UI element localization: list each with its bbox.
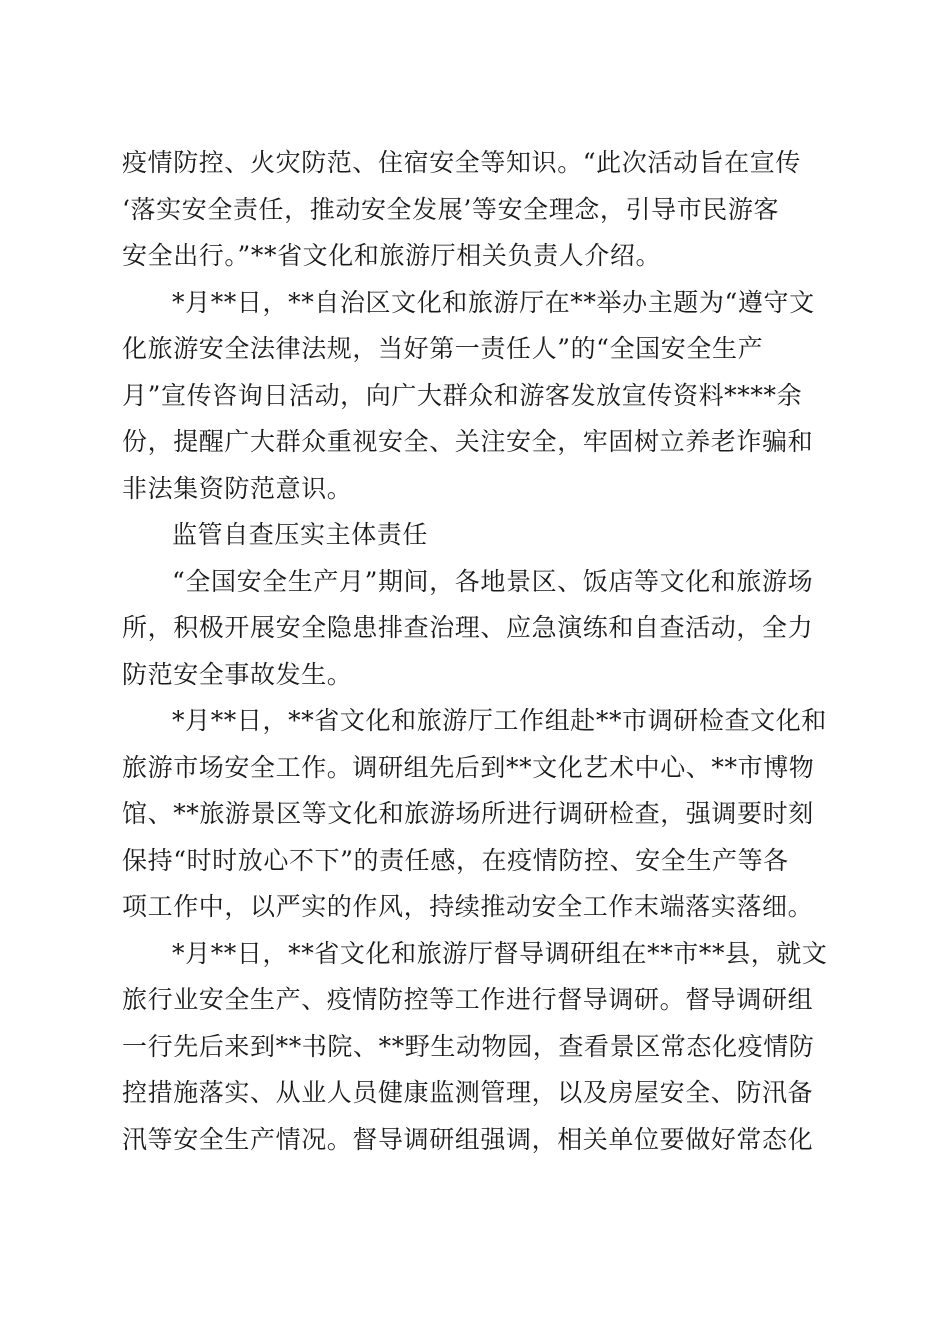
- paragraph-line: 非法集资防范意识。: [122, 473, 353, 503]
- paragraph-line: 馆、**旅游景区等文化和旅游场所进行调研检查，强调要时刻: [122, 799, 814, 828]
- paragraph-line: *月**日，**省文化和旅游厅督导调研组在**市**县，就文: [172, 938, 828, 968]
- section-heading-text: 监管自查压实主体责任: [172, 520, 429, 549]
- paragraph-line: 防范安全事故发生。: [122, 659, 353, 689]
- paragraph-line: “全国安全生产月”期间，各地景区、饭店等文化和旅游场: [172, 566, 814, 596]
- paragraph-line: 安全出行。”**省文化和旅游厅相关负责人介绍。: [122, 241, 662, 270]
- paragraph-line: 月”宣传咨询日活动，向广大群众和游客发放宣传资料****余: [122, 380, 803, 410]
- paragraph-line: 旅游市场安全工作。调研组先后到**文化艺术中心、**市博物: [122, 752, 815, 782]
- paragraph-line: 保持“时时放心不下”的责任感，在疫情防控、安全生产等各: [122, 845, 789, 875]
- section-heading: [122, 512, 828, 559]
- paragraph-1: [122, 140, 828, 280]
- paragraph-4: [122, 698, 828, 931]
- paragraph-line: *月**日，**省文化和旅游厅工作组赴**市调研检查文化和: [172, 706, 827, 735]
- paragraph-line: 份，提醒广大群众重视安全、关注安全，牢固树立养老诈骗和: [122, 427, 814, 456]
- paragraph-5: [122, 931, 828, 1164]
- paragraph-line: 控措施落实、从业人员健康监测管理，以及房屋安全、防汛备: [122, 1078, 814, 1107]
- paragraph-line: 项工作中，以严实的作风，持续推动安全工作末端落实落细。: [122, 892, 814, 921]
- paragraph-2: [122, 280, 828, 513]
- paragraph-line: 旅行业安全生产、疫情防控等工作进行督导调研。督导调研组: [122, 985, 814, 1014]
- paragraph-line: 汛等安全生产情况。督导调研组强调，相关单位要做好常态化: [122, 1124, 814, 1154]
- document-body: [122, 140, 828, 1163]
- paragraph-line: 疫情防控、火灾防范、住宿安全等知识。“此次活动旨在宣传: [122, 148, 801, 177]
- paragraph-line: *月**日，**自治区文化和旅游厅在**举办主题为“遵守文: [172, 287, 815, 317]
- paragraph-line: 化旅游安全法律法规，当好第一责任人”的“全国安全生产: [122, 334, 764, 363]
- paragraph-line: ‘落实安全责任，推动安全发展’等安全理念，引导市民游客: [122, 194, 780, 224]
- paragraph-line: 一行先后来到**书院、**野生动物园，查看景区常态化疫情防: [122, 1031, 815, 1061]
- paragraph-3: [122, 559, 828, 699]
- paragraph-line: 所，积极开展安全隐患排查治理、应急演练和自查活动，全力: [122, 613, 814, 642]
